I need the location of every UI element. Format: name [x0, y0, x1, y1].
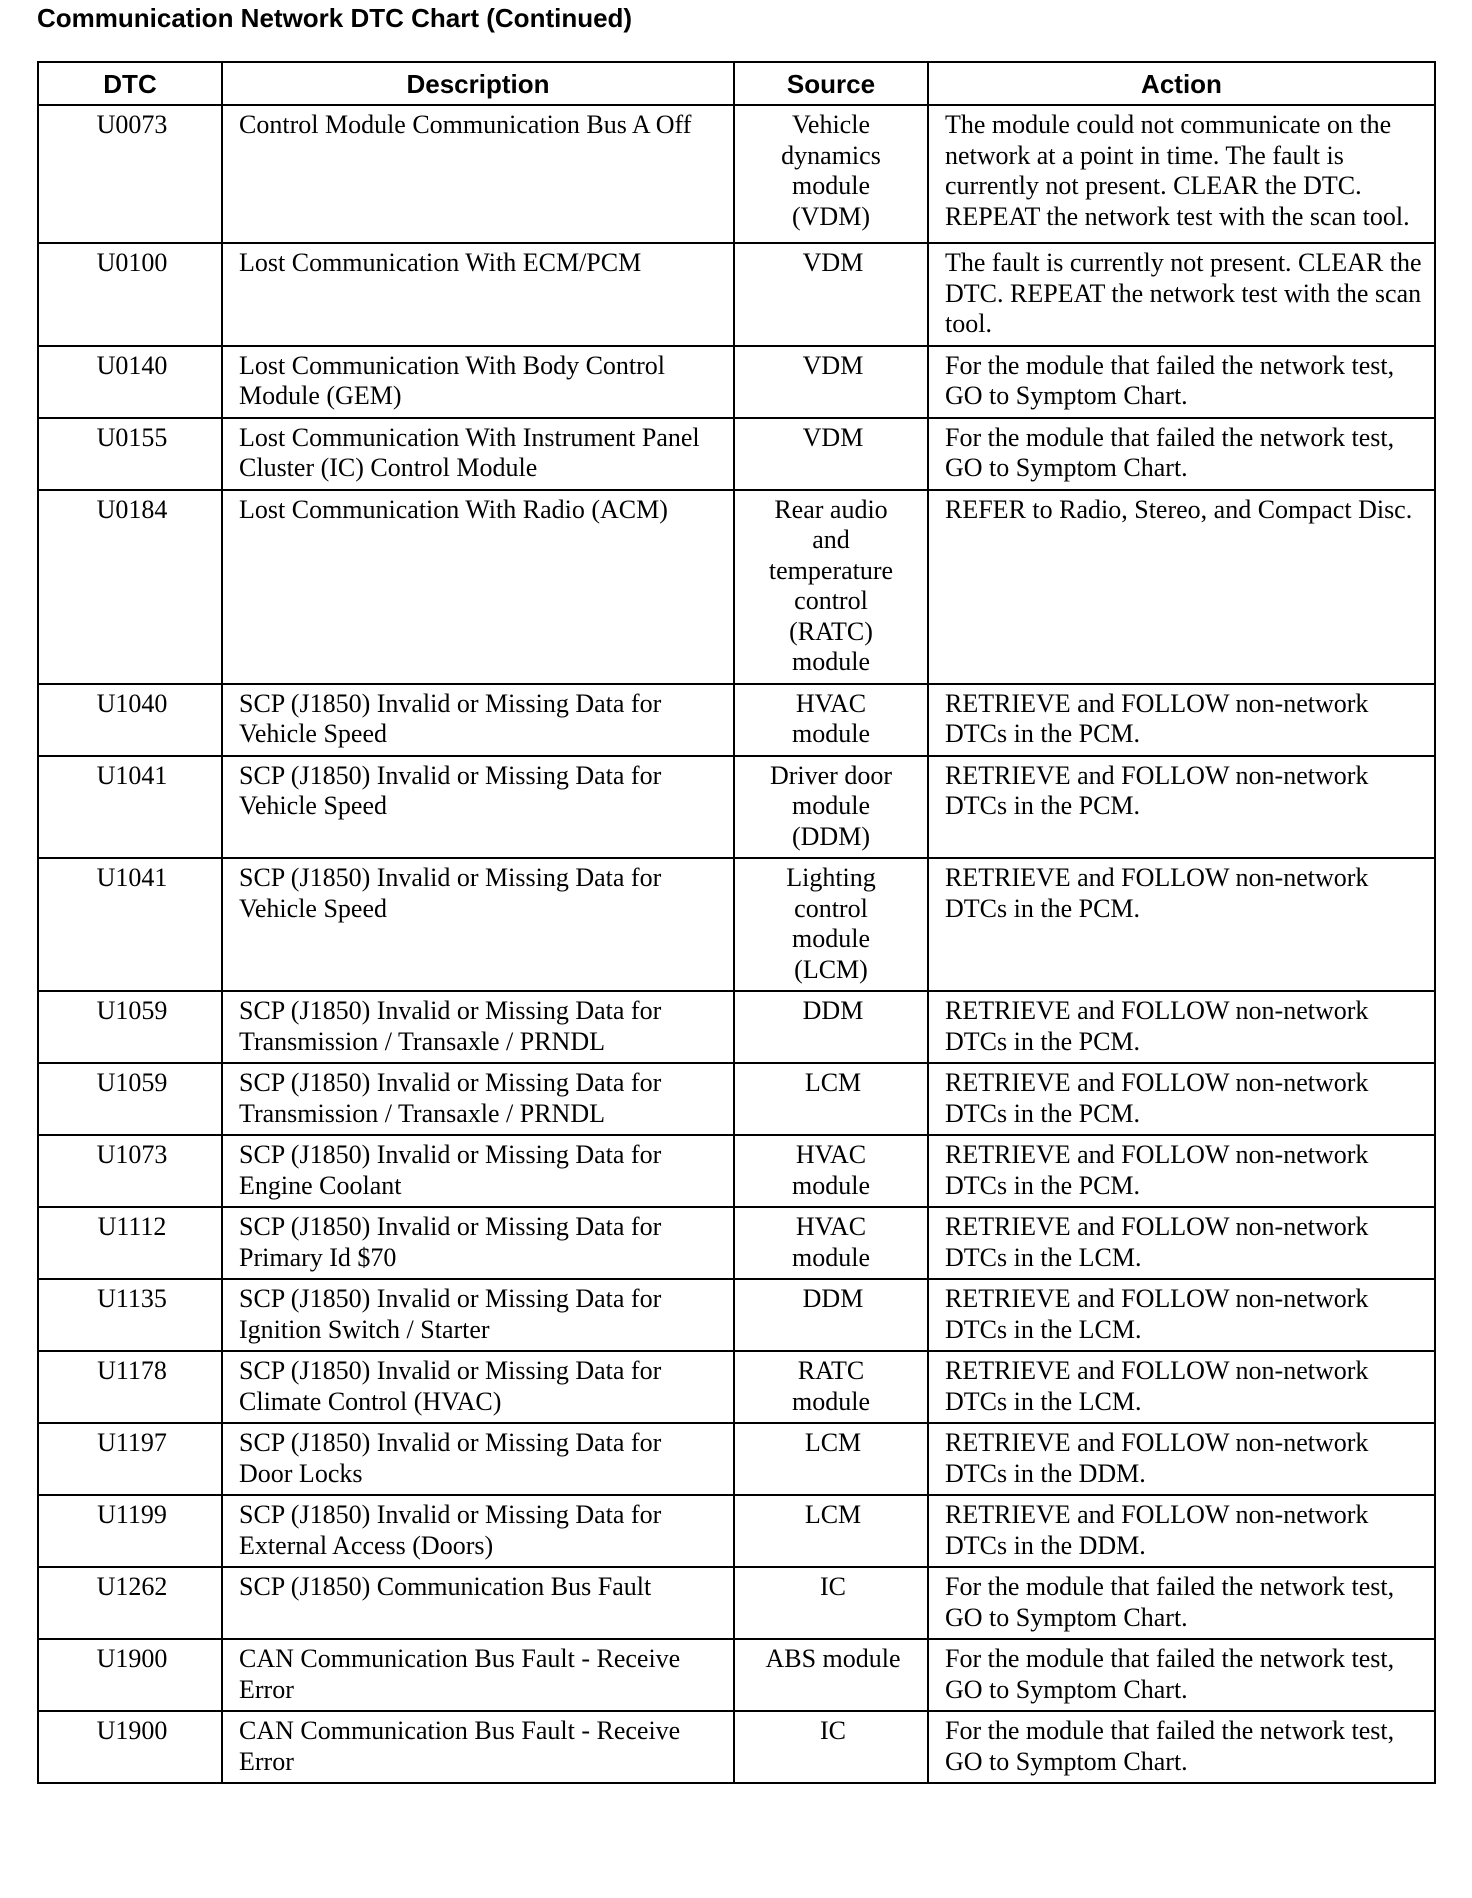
dtc-action: RETRIEVE and FOLLOW non-network DTCs in the DDM.	[928, 1423, 1435, 1495]
table-row	[38, 684, 1435, 756]
table-row	[38, 1063, 1435, 1135]
table-row	[38, 105, 1435, 243]
dtc-action: RETRIEVE and FOLLOW non-network DTCs in the PCM.	[928, 1135, 1435, 1207]
table-row	[38, 1639, 1435, 1711]
dtc-description: SCP (J1850) Invalid or Missing Data for Transmission / Transaxle / PRNDL	[222, 1063, 734, 1135]
dtc-source: DDM	[734, 1279, 928, 1351]
table-row	[38, 346, 1435, 418]
dtc-chart-table	[37, 61, 1436, 1784]
dtc-action: RETRIEVE and FOLLOW non-network DTCs in the PCM.	[928, 991, 1435, 1063]
dtc-description: SCP (J1850) Invalid or Missing Data for Ignition Switch / Starter	[222, 1279, 734, 1351]
dtc-source: LCM	[734, 1063, 928, 1135]
dtc-code: U1900	[38, 1639, 222, 1711]
dtc-description: Lost Communication With Instrument Panel Cluster (IC) Control Module	[222, 418, 734, 490]
table-row	[38, 1207, 1435, 1279]
dtc-action: REFER to Radio, Stereo, and Compact Disc.	[928, 490, 1435, 684]
dtc-description: SCP (J1850) Invalid or Missing Data for External Access (Doors)	[222, 1495, 734, 1567]
dtc-source: Vehicle dynamics module (VDM)	[734, 105, 928, 243]
table-row	[38, 418, 1435, 490]
page-title: Communication Network DTC Chart (Continued)	[37, 3, 633, 33]
dtc-action: RETRIEVE and FOLLOW non-network DTCs in the LCM.	[928, 1351, 1435, 1423]
table-row	[38, 1567, 1435, 1639]
header-source: Source	[734, 62, 928, 105]
dtc-source: HVAC module	[734, 1207, 928, 1279]
dtc-action: RETRIEVE and FOLLOW non-network DTCs in the PCM.	[928, 684, 1435, 756]
dtc-code: U1041	[38, 858, 222, 991]
dtc-description: SCP (J1850) Invalid or Missing Data for Door Locks	[222, 1423, 734, 1495]
dtc-source: ABS module	[734, 1639, 928, 1711]
dtc-description: SCP (J1850) Invalid or Missing Data for Vehicle Speed	[222, 756, 734, 859]
dtc-description: SCP (J1850) Invalid or Missing Data for Vehicle Speed	[222, 858, 734, 991]
dtc-code: U1041	[38, 756, 222, 859]
dtc-description: Lost Communication With Radio (ACM)	[222, 490, 734, 684]
dtc-action: The module could not communicate on the network at a point in time. The fault is currently not present. CLEAR the DTC. REPEAT the network test with the scan tool.	[928, 105, 1435, 243]
table-row	[38, 1711, 1435, 1783]
dtc-source: LCM	[734, 1495, 928, 1567]
header-action: Action	[928, 62, 1435, 105]
dtc-code: U1059	[38, 991, 222, 1063]
table-row	[38, 1279, 1435, 1351]
dtc-code: U1040	[38, 684, 222, 756]
dtc-code: U0100	[38, 243, 222, 346]
dtc-source: RATC module	[734, 1351, 928, 1423]
dtc-source: HVAC module	[734, 684, 928, 756]
dtc-action: For the module that failed the network test, GO to Symptom Chart.	[928, 418, 1435, 490]
table-row	[38, 1351, 1435, 1423]
dtc-action: For the module that failed the network test, GO to Symptom Chart.	[928, 1711, 1435, 1783]
table-row	[38, 1495, 1435, 1567]
dtc-action: For the module that failed the network test, GO to Symptom Chart.	[928, 346, 1435, 418]
table-header-row	[38, 62, 1435, 105]
dtc-code: U1112	[38, 1207, 222, 1279]
dtc-description: SCP (J1850) Invalid or Missing Data for Transmission / Transaxle / PRNDL	[222, 991, 734, 1063]
dtc-source: VDM	[734, 243, 928, 346]
dtc-description: SCP (J1850) Invalid or Missing Data for Climate Control (HVAC)	[222, 1351, 734, 1423]
table-row	[38, 991, 1435, 1063]
dtc-action: For the module that failed the network test, GO to Symptom Chart.	[928, 1639, 1435, 1711]
header-dtc: DTC	[38, 62, 222, 105]
dtc-action: RETRIEVE and FOLLOW non-network DTCs in the PCM.	[928, 1063, 1435, 1135]
dtc-code: U1135	[38, 1279, 222, 1351]
dtc-code: U1197	[38, 1423, 222, 1495]
dtc-source: Lighting control module (LCM)	[734, 858, 928, 991]
dtc-description: SCP (J1850) Communication Bus Fault	[222, 1567, 734, 1639]
dtc-code: U1262	[38, 1567, 222, 1639]
table-row	[38, 1423, 1435, 1495]
dtc-code: U0184	[38, 490, 222, 684]
table-row	[38, 858, 1435, 991]
dtc-code: U0140	[38, 346, 222, 418]
dtc-action: For the module that failed the network test, GO to Symptom Chart.	[928, 1567, 1435, 1639]
table-row	[38, 1135, 1435, 1207]
dtc-description: Control Module Communication Bus A Off	[222, 105, 734, 243]
dtc-source: DDM	[734, 991, 928, 1063]
dtc-description: SCP (J1850) Invalid or Missing Data for Vehicle Speed	[222, 684, 734, 756]
dtc-action: RETRIEVE and FOLLOW non-network DTCs in the PCM.	[928, 756, 1435, 859]
dtc-source: IC	[734, 1711, 928, 1783]
dtc-source: IC	[734, 1567, 928, 1639]
dtc-code: U1059	[38, 1063, 222, 1135]
dtc-source: VDM	[734, 346, 928, 418]
dtc-source: LCM	[734, 1423, 928, 1495]
dtc-description: CAN Communication Bus Fault - Receive Error	[222, 1639, 734, 1711]
table-row	[38, 756, 1435, 859]
dtc-action: RETRIEVE and FOLLOW non-network DTCs in the PCM.	[928, 858, 1435, 991]
dtc-code: U0073	[38, 105, 222, 243]
dtc-code: U1900	[38, 1711, 222, 1783]
dtc-source: VDM	[734, 418, 928, 490]
dtc-action: RETRIEVE and FOLLOW non-network DTCs in the LCM.	[928, 1279, 1435, 1351]
dtc-description: SCP (J1850) Invalid or Missing Data for Primary Id $70	[222, 1207, 734, 1279]
header-description: Description	[222, 62, 734, 105]
table-row	[38, 243, 1435, 346]
table-row	[38, 490, 1435, 684]
dtc-description: CAN Communication Bus Fault - Receive Error	[222, 1711, 734, 1783]
dtc-code: U1199	[38, 1495, 222, 1567]
dtc-action: RETRIEVE and FOLLOW non-network DTCs in the LCM.	[928, 1207, 1435, 1279]
dtc-code: U0155	[38, 418, 222, 490]
dtc-source: Rear audio and temperature control (RATC) module	[734, 490, 928, 684]
dtc-description: SCP (J1850) Invalid or Missing Data for Engine Coolant	[222, 1135, 734, 1207]
dtc-description: Lost Communication With ECM/PCM	[222, 243, 734, 346]
dtc-code: U1073	[38, 1135, 222, 1207]
dtc-action: RETRIEVE and FOLLOW non-network DTCs in the DDM.	[928, 1495, 1435, 1567]
dtc-source: HVAC module	[734, 1135, 928, 1207]
dtc-code: U1178	[38, 1351, 222, 1423]
dtc-source: Driver door module (DDM)	[734, 756, 928, 859]
dtc-description: Lost Communication With Body Control Module (GEM)	[222, 346, 734, 418]
dtc-action: The fault is currently not present. CLEAR the DTC. REPEAT the network test with the scan tool.	[928, 243, 1435, 346]
